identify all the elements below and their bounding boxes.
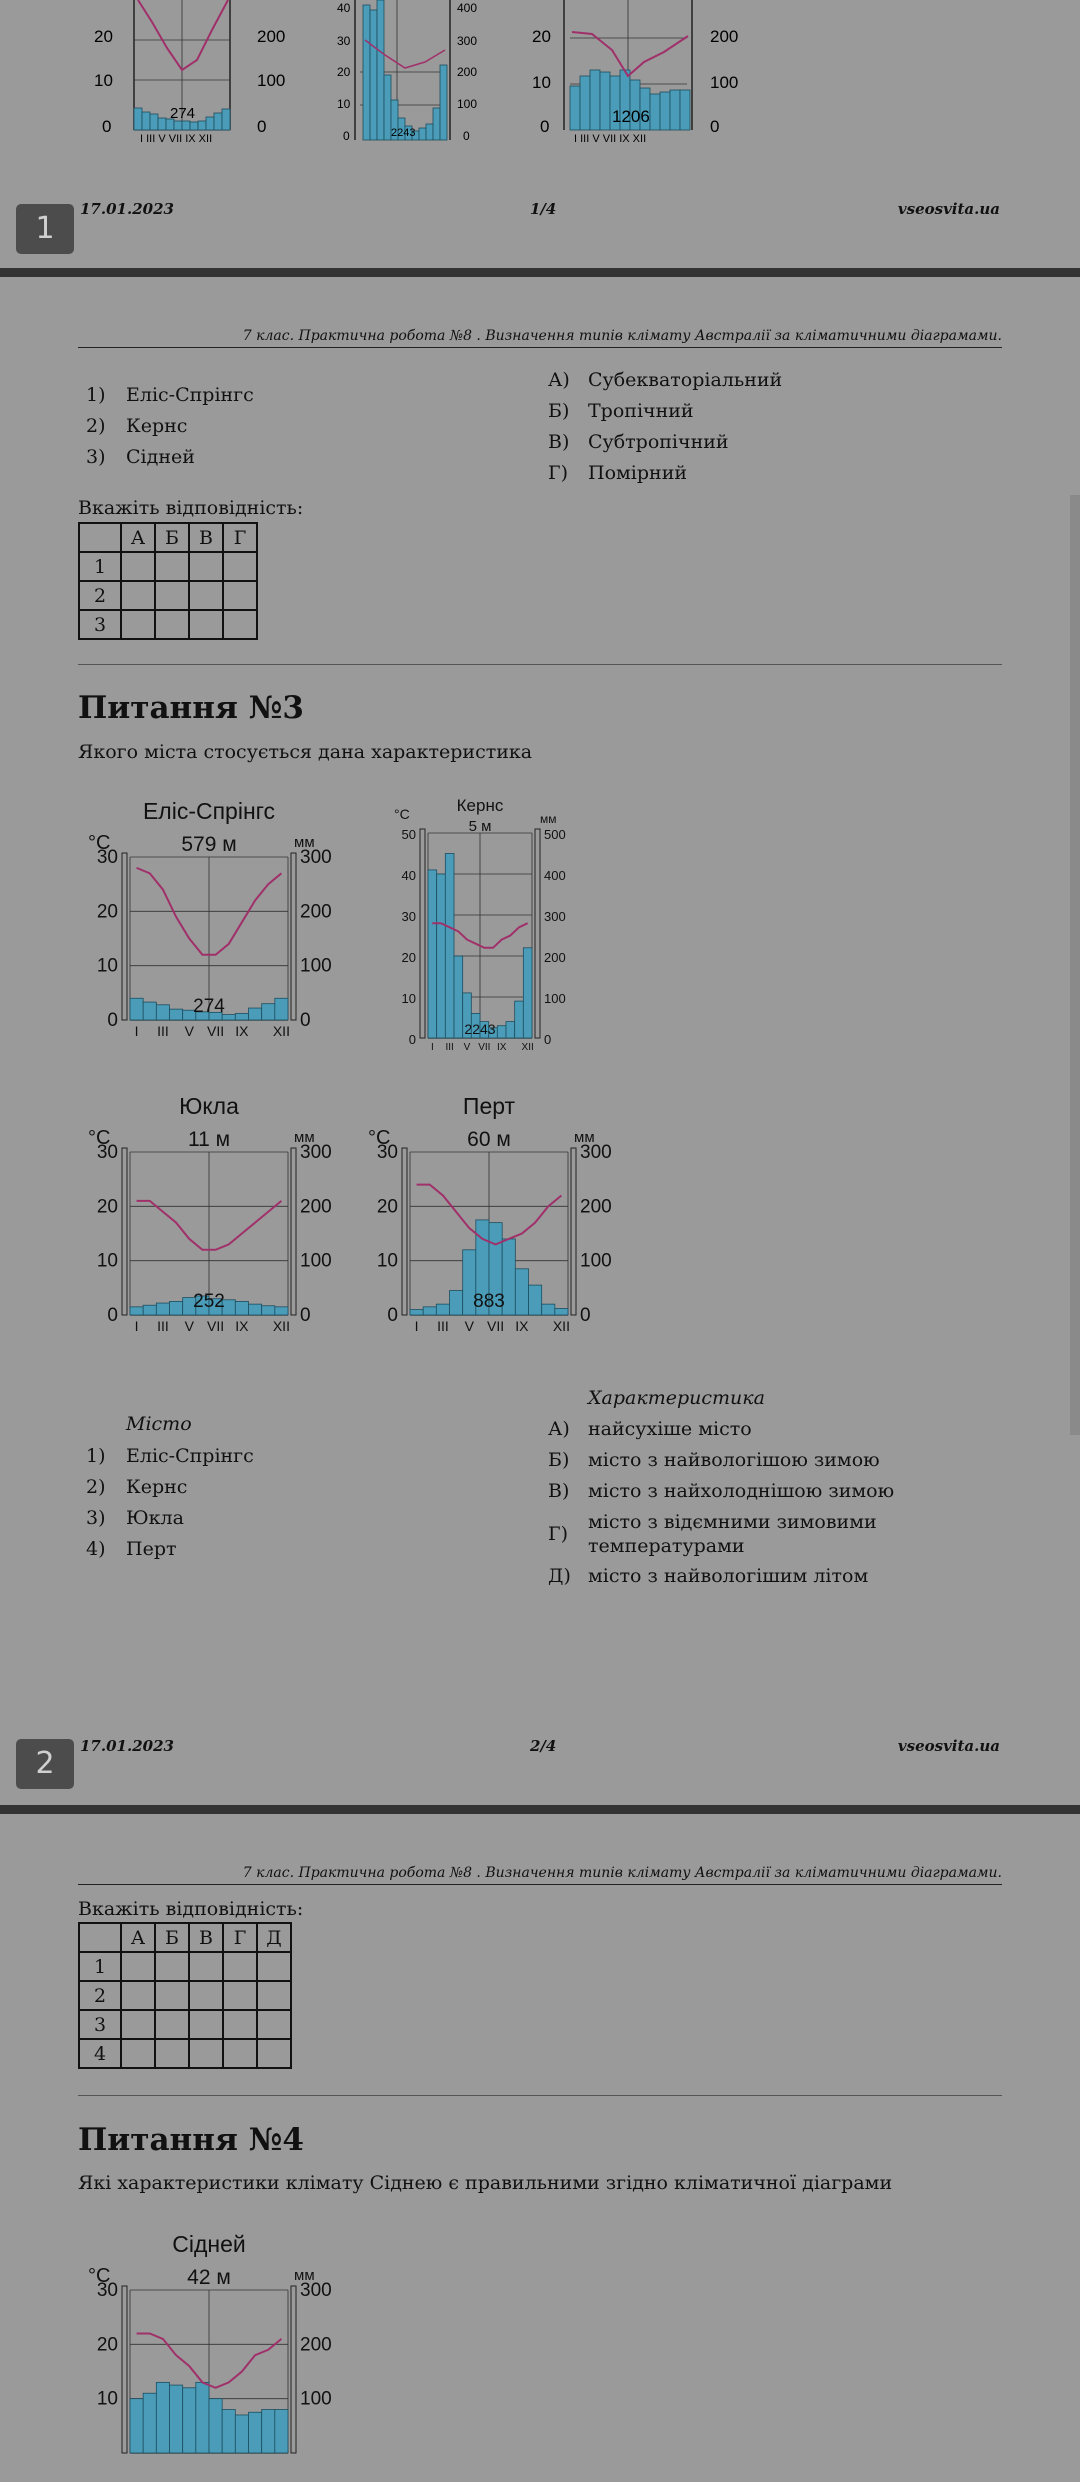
precip-bar <box>143 1305 156 1315</box>
y-tick-label-right: 300 <box>300 847 332 868</box>
svg-text:20: 20 <box>94 27 113 46</box>
axis-scale-right <box>291 2286 296 2453</box>
svg-text:400: 400 <box>457 1 478 15</box>
footer-page-number: 1/4 <box>530 200 557 218</box>
y-tick-label-left: 0 <box>107 1010 118 1031</box>
precip-bar <box>410 1310 423 1315</box>
y-axis-label-right: мм <box>294 2267 315 2284</box>
answer-cell[interactable] <box>223 1952 257 1981</box>
y-tick-label-left: 30 <box>96 1142 118 1163</box>
y-tick-label-right: 500 <box>544 827 566 842</box>
y-tick-label-right: 200 <box>300 1196 332 1218</box>
climate-chart-alice-springs <box>88 795 358 1049</box>
list-item: 3) Сідней <box>86 446 195 468</box>
x-tick-label: I <box>414 1318 419 1334</box>
x-tick-label: IX <box>235 1023 249 1039</box>
y-tick-label-left: 10 <box>376 1250 398 1272</box>
y-tick-label-left: 0 <box>408 1032 416 1047</box>
svg-text:100: 100 <box>257 71 286 90</box>
answer-cell[interactable] <box>155 610 189 639</box>
y-axis-label-left: °C <box>88 2265 111 2287</box>
svg-text:200: 200 <box>710 27 739 46</box>
page-header: 7 клас. Практична робота №8 . Визначення типів клімату Австралії за кліматичними діаграмами. <box>78 1865 1002 1885</box>
svg-text:300: 300 <box>457 34 478 48</box>
y-tick-label-right: 100 <box>300 955 332 977</box>
column-header-city: Місто <box>126 1413 192 1435</box>
precip-bar <box>529 1285 542 1315</box>
answer-cell[interactable] <box>121 2039 155 2068</box>
list-item: Д) місто з найвологішим літом <box>548 1565 869 1587</box>
x-tick-label: IX <box>235 1318 249 1334</box>
list-item: В) місто з найхолоднішою зимою <box>548 1480 895 1502</box>
svg-text:0: 0 <box>710 117 720 136</box>
list-item: А) найсухіше місто <box>548 1418 752 1440</box>
precip-bar <box>143 1002 156 1020</box>
y-tick-label-right: 0 <box>300 1010 311 1031</box>
list-item: Б) Тропічний <box>548 400 694 422</box>
answer-cell[interactable] <box>223 2039 257 2068</box>
answer-cell[interactable] <box>155 581 189 610</box>
axis-scale-left <box>122 853 127 1020</box>
climate-chart-sydney <box>88 2228 358 2482</box>
y-tick-label-right: 100 <box>580 1250 612 1272</box>
chart-svg <box>368 1090 638 1340</box>
y-tick-label-right: 100 <box>300 2388 332 2410</box>
list-item: Г) місто з відємними зимовими температурами <box>548 1511 877 1557</box>
chart-svg <box>88 2228 358 2478</box>
question-title: Питання №3 <box>78 690 304 726</box>
climate-chart-eucla <box>88 1090 358 1344</box>
y-tick-label-right: 0 <box>580 1305 591 1326</box>
svg-text:200: 200 <box>457 65 478 79</box>
answer-cell[interactable] <box>155 2039 189 2068</box>
list-item: 3) Юкла <box>86 1507 184 1529</box>
chart-total: 1206 <box>612 107 650 126</box>
answer-cell[interactable] <box>155 1952 189 1981</box>
precip-total-label: 2243 <box>464 1021 496 1037</box>
top-chart-cairns-partial <box>335 0 495 150</box>
y-tick-label-right: 100 <box>300 1250 332 1272</box>
precip-total-label: 274 <box>193 996 225 1017</box>
precip-bar <box>275 1307 288 1315</box>
precip-bar <box>437 874 446 1038</box>
footer-site[interactable]: vseosvita.ua <box>897 200 1000 218</box>
x-tick-label: V <box>184 1318 194 1334</box>
x-tick-label: XII <box>521 1042 534 1053</box>
answer-table: А Б В Г 1 2 3 <box>78 522 258 640</box>
chart-svg <box>392 793 592 1063</box>
y-tick-label-left: 10 <box>96 2388 118 2410</box>
svg-text:20: 20 <box>532 27 551 46</box>
column-header-characteristic: Характеристика <box>588 1387 765 1409</box>
precip-bar <box>156 1303 169 1315</box>
answer-cell[interactable] <box>189 552 223 581</box>
y-tick-label-left: 30 <box>401 909 416 924</box>
svg-text:I III V VII IX XII: I III V VII IX XII <box>140 133 213 145</box>
answer-cell[interactable] <box>121 552 155 581</box>
y-tick-label-left: 30 <box>376 1142 398 1163</box>
svg-text:100: 100 <box>457 97 478 111</box>
footer-site[interactable]: vseosvita.ua <box>897 1737 1000 1755</box>
precip-bar <box>523 948 532 1038</box>
top-chart-alice-partial <box>82 0 292 150</box>
answer-cell[interactable] <box>189 581 223 610</box>
svg-text:10: 10 <box>532 73 551 92</box>
y-tick-label-left: 20 <box>96 1196 118 1218</box>
chart-title: Перт <box>462 1093 516 1119</box>
answer-cell[interactable] <box>223 552 257 581</box>
x-tick-label: III <box>157 1318 169 1334</box>
chart-subtitle: 579 м <box>181 833 237 856</box>
answer-cell[interactable] <box>189 610 223 639</box>
precip-bar <box>183 2388 196 2453</box>
precip-bar <box>262 2410 275 2453</box>
footer-page-number: 2/4 <box>530 1737 557 1755</box>
precip-bar <box>196 2382 209 2453</box>
x-tick-label: V <box>463 1042 471 1053</box>
x-tick-label: III <box>437 1318 449 1334</box>
list-item: 2) Кернс <box>86 415 188 437</box>
svg-text:20: 20 <box>337 65 351 79</box>
answer-cell[interactable] <box>155 1981 189 2010</box>
x-tick-label: VII <box>478 1042 491 1053</box>
question-text: Які характеристики клімату Сіднею є правильними згідно кліматичної діаграми <box>78 2172 893 2194</box>
answer-cell[interactable] <box>189 1981 223 2010</box>
question-text: Якого міста стосується дана характеристика <box>78 741 533 763</box>
list-item: 4) Перт <box>86 1538 177 1560</box>
answer-cell[interactable] <box>121 2010 155 2039</box>
precip-bar <box>130 998 143 1020</box>
precip-bar <box>515 1001 524 1038</box>
page-badge: 2 <box>16 1739 74 1789</box>
list-item: 1) Еліс-Спрінгс <box>86 1445 254 1467</box>
y-tick-label-left: 30 <box>96 2280 118 2301</box>
match-prompt: Вкажіть відповідність: <box>78 497 304 519</box>
svg-text:I III V VII IX XII: I III V VII IX XII <box>574 133 647 145</box>
chart-subtitle: 5 м <box>468 818 492 835</box>
x-tick-label: VII <box>207 1318 225 1334</box>
svg-text:0: 0 <box>102 117 112 136</box>
x-tick-label: VII <box>487 1318 505 1334</box>
x-tick-label: IX <box>496 1042 507 1053</box>
answer-cell[interactable] <box>121 1981 155 2010</box>
page-separator <box>0 1805 1080 1814</box>
x-tick-label: VII <box>207 1023 225 1039</box>
precip-bar <box>235 1013 248 1020</box>
svg-text:0: 0 <box>343 129 350 143</box>
precip-bar <box>130 1307 143 1315</box>
y-tick-label-left: 30 <box>96 847 118 868</box>
x-tick-label: I <box>134 1318 139 1334</box>
y-tick-label-right: 100 <box>544 991 566 1006</box>
precip-bar <box>423 1307 436 1315</box>
precip-bar <box>170 1301 183 1315</box>
precip-bar <box>249 2412 262 2453</box>
svg-text:10: 10 <box>337 97 351 111</box>
svg-text:0: 0 <box>540 117 550 136</box>
y-tick-label-right: 400 <box>544 868 566 883</box>
page-badge: 1 <box>16 204 74 254</box>
answer-cell[interactable] <box>257 2010 291 2039</box>
y-tick-label-left: 10 <box>96 955 118 977</box>
y-tick-label-left: 50 <box>401 827 416 842</box>
precip-bar <box>450 1291 463 1315</box>
answer-cell[interactable] <box>121 581 155 610</box>
axis-scale-right <box>571 1148 576 1315</box>
axis-scale-left <box>122 2286 127 2453</box>
y-axis-label-right: мм <box>574 1129 595 1146</box>
precip-bar <box>445 854 454 1039</box>
y-axis-label-left: °C <box>394 806 410 822</box>
answer-cell[interactable] <box>257 1952 291 1981</box>
y-axis-label-right: мм <box>540 812 557 826</box>
svg-text:100: 100 <box>710 73 739 92</box>
precip-bar <box>222 2410 235 2453</box>
y-tick-label-left: 20 <box>401 950 416 965</box>
divider <box>78 664 1002 665</box>
x-tick-label: I <box>430 1042 434 1053</box>
svg-text:0: 0 <box>257 117 267 136</box>
page-separator <box>0 268 1080 277</box>
top-chart-sydney-partial <box>522 0 742 150</box>
y-tick-label-left: 40 <box>401 868 416 883</box>
precip-total-label: 252 <box>193 1291 225 1312</box>
x-tick-label: I <box>134 1023 139 1039</box>
question-title: Питання №4 <box>78 2122 304 2158</box>
precip-bar <box>262 1306 275 1315</box>
answer-cell[interactable] <box>189 1952 223 1981</box>
precip-bar <box>497 1026 506 1038</box>
y-axis-label-right: мм <box>294 1129 315 1146</box>
axis-scale-right <box>291 853 296 1020</box>
precip-bar <box>275 998 288 1020</box>
answer-cell[interactable] <box>189 2039 223 2068</box>
chart-title: Кернс <box>456 796 504 815</box>
chart-total: 274 <box>170 105 196 122</box>
list-item: Г) Помірний <box>548 462 688 484</box>
climate-chart-perth <box>368 1090 638 1344</box>
chart-svg <box>82 0 292 150</box>
chart-subtitle: 11 м <box>187 1128 231 1151</box>
y-axis-label-left: °C <box>88 1127 111 1149</box>
answer-cell[interactable] <box>223 2010 257 2039</box>
y-tick-label-right: 200 <box>300 901 332 923</box>
answer-cell[interactable] <box>189 2010 223 2039</box>
axis-scale-right <box>291 1148 296 1315</box>
answer-cell[interactable] <box>155 2010 189 2039</box>
y-tick-label-left: 20 <box>96 901 118 923</box>
y-tick-label-right: 300 <box>300 2280 332 2301</box>
precip-bar <box>156 2382 169 2453</box>
precip-bar <box>170 1009 183 1020</box>
y-tick-label-right: 0 <box>300 1305 311 1326</box>
precip-bar <box>249 1304 262 1315</box>
y-tick-label-left: 20 <box>376 1196 398 1218</box>
precip-bar <box>428 870 437 1038</box>
chart-svg <box>88 1090 358 1340</box>
scrollbar[interactable] <box>1070 495 1080 1435</box>
chart-svg <box>88 795 358 1045</box>
x-tick-label: XII <box>272 1023 290 1039</box>
footer-date: 17.01.2023 <box>80 1737 174 1755</box>
y-tick-label-right: 300 <box>580 1142 612 1163</box>
axis-scale-left <box>402 1148 407 1315</box>
y-tick-label-left: 0 <box>107 1305 118 1326</box>
precip-bar <box>156 1005 169 1020</box>
precip-bar <box>515 1269 528 1315</box>
answer-cell[interactable] <box>155 552 189 581</box>
precip-bar <box>454 956 463 1038</box>
list-item: А) Субекваторіальний <box>548 369 783 391</box>
y-tick-label-left: 10 <box>96 1250 118 1272</box>
precip-total-label: 883 <box>473 1291 505 1312</box>
y-tick-label-right: 200 <box>544 950 566 965</box>
y-tick-label-left: 0 <box>387 1305 398 1326</box>
answer-cell[interactable] <box>121 1952 155 1981</box>
svg-text:10: 10 <box>94 71 113 90</box>
answer-cell[interactable] <box>121 610 155 639</box>
y-tick-label-right: 200 <box>580 1196 612 1218</box>
svg-text:30: 30 <box>337 34 351 48</box>
y-tick-label-right: 300 <box>544 909 566 924</box>
precip-bar <box>170 2385 183 2453</box>
x-tick-label: IX <box>515 1318 529 1334</box>
x-tick-label: XII <box>552 1318 570 1334</box>
list-item: Б) місто з найвологішою зимою <box>548 1449 880 1471</box>
precip-bar <box>436 1304 449 1315</box>
page-header: 7 клас. Практична робота №8 . Визначення типів клімату Австралії за кліматичними діаграмами. <box>78 328 1002 348</box>
y-axis-label-right: мм <box>294 834 315 851</box>
axis-scale-left <box>122 1148 127 1315</box>
y-tick-label-left: 20 <box>96 2334 118 2356</box>
chart-subtitle: 42 м <box>187 2266 231 2289</box>
y-tick-label-right: 300 <box>300 1142 332 1163</box>
answer-cell[interactable] <box>257 1981 291 2010</box>
precip-bar <box>143 2393 156 2453</box>
match-prompt: Вкажіть відповідність: <box>78 1898 304 1920</box>
answer-table: А Б В Г Д 1 2 3 4 <box>78 1922 292 2069</box>
divider <box>78 2095 1002 2096</box>
svg-text:200: 200 <box>257 27 286 46</box>
chart-total: 2243 <box>391 127 416 139</box>
chart-svg <box>522 0 742 150</box>
svg-text:40: 40 <box>337 1 351 15</box>
chart-title: Юкла <box>179 1093 239 1119</box>
list-item: В) Субтропічний <box>548 431 729 453</box>
answer-cell[interactable] <box>223 610 257 639</box>
y-tick-label-right: 0 <box>544 1032 552 1047</box>
x-tick-label: V <box>464 1318 474 1334</box>
precip-bar <box>275 2410 288 2453</box>
x-tick-label: III <box>157 1023 169 1039</box>
list-item: 2) Кернс <box>86 1476 188 1498</box>
y-axis-label-left: °C <box>88 832 111 854</box>
list-item: 1) Еліс-Спрінгс <box>86 384 254 406</box>
axis-scale-left <box>420 829 425 1038</box>
y-tick-label-right: 200 <box>300 2334 332 2356</box>
precip-bar <box>235 2415 248 2453</box>
chart-subtitle: 60 м <box>467 1128 511 1151</box>
precip-bar <box>542 1304 555 1315</box>
x-tick-label: V <box>184 1023 194 1039</box>
axis-scale-right <box>535 829 540 1038</box>
precip-bar <box>262 1004 275 1020</box>
answer-cell[interactable] <box>257 2039 291 2068</box>
precip-bar <box>555 1308 568 1315</box>
climate-chart-cairns <box>392 793 592 1067</box>
chart-svg <box>335 0 495 150</box>
chart-title: Еліс-Спрінгс <box>142 798 276 824</box>
x-tick-label: XII <box>272 1318 290 1334</box>
precip-bar <box>235 1301 248 1315</box>
answer-cell[interactable] <box>223 1981 257 2010</box>
y-axis-label-left: °C <box>368 1127 391 1149</box>
svg-text:0: 0 <box>463 129 470 143</box>
x-tick-label: III <box>445 1042 454 1053</box>
y-tick-label-left: 10 <box>401 991 416 1006</box>
precip-bar <box>130 2399 143 2453</box>
precip-bar <box>506 1022 515 1038</box>
precip-bar <box>209 2399 222 2453</box>
answer-cell[interactable] <box>223 581 257 610</box>
footer-date: 17.01.2023 <box>80 200 174 218</box>
precip-bar <box>249 1008 262 1020</box>
chart-title: Сідней <box>172 2231 246 2257</box>
